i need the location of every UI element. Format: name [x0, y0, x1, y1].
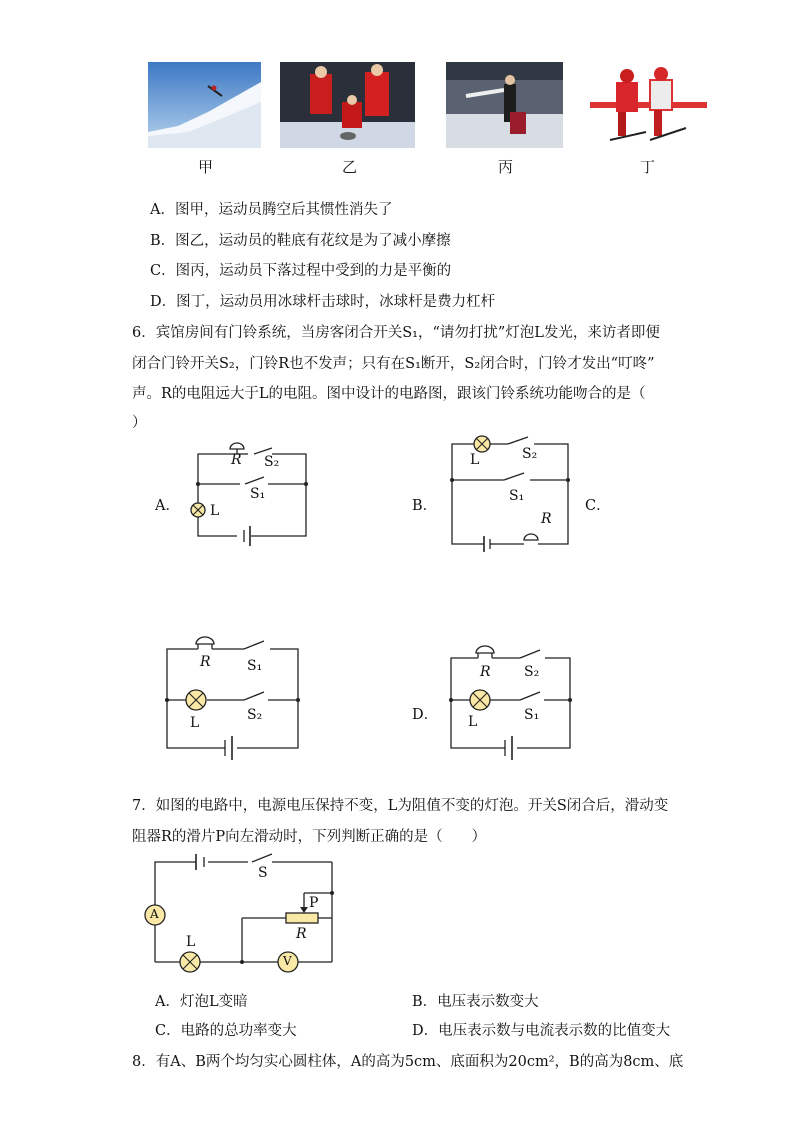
- circuit-d-r-label: R: [480, 664, 491, 680]
- q6-line-2: 闭合门铃开关S₂，门铃R也不发声；只有在S₁断开，S₂闭合时，门铃才发出“叮咚”: [132, 356, 655, 372]
- circuit-d-s1-label: S₁: [524, 707, 540, 723]
- voltmeter-label: V: [283, 954, 292, 968]
- circuit-a-s2-label: S₂: [264, 454, 280, 470]
- q6-option-d-label: D．: [412, 707, 439, 723]
- circuit-b-l-label: L: [470, 452, 480, 468]
- circuit-c-r-label: R: [200, 654, 211, 670]
- caption-yi: 乙: [342, 158, 358, 176]
- lamp-icon: [180, 952, 200, 972]
- circuit-b-s2-label: S₂: [522, 446, 538, 462]
- q7-p-label: P: [309, 895, 319, 911]
- circuit-c-s2-label: S₂: [247, 707, 263, 723]
- ammeter-label: A: [150, 907, 159, 921]
- q7-option-a: A．灯泡L变暗: [155, 994, 248, 1010]
- q7-s-label: S: [258, 865, 268, 881]
- caption-bing: 丙: [498, 158, 514, 176]
- q7-r-label: R: [296, 926, 307, 942]
- q7-l-label: L: [186, 934, 196, 950]
- q5-option-b: B．图乙，运动员的鞋底有花纹是为了减小摩擦: [150, 233, 451, 249]
- circuit-c-s1-label: S₁: [247, 658, 263, 674]
- q5-option-c: C．图丙，运动员下落过程中受到的力是平衡的: [150, 263, 452, 279]
- q6-line-3: 声。R的电阻远大于L的电阻。图中设计的电路图，跟该门铃系统功能吻合的是（: [132, 386, 646, 402]
- q6-option-a-label: A．: [155, 498, 180, 514]
- q5-option-d: D．图丁，运动员用冰球杆击球时，冰球杆是费力杠杆: [150, 294, 496, 310]
- caption-jia: 甲: [198, 158, 214, 176]
- q7-option-d: D．电压表示数与电流表示数的比值变大: [412, 1023, 671, 1039]
- q7-line-2: 阻器R的滑片P向左滑动时，下列判断正确的是（ ）: [132, 829, 487, 845]
- q7-option-c: C．电路的总功率变大: [155, 1023, 297, 1039]
- circuit-a-s1-label: S₁: [250, 486, 266, 502]
- circuit-d-l-label: L: [468, 714, 478, 730]
- circuit-a-l-label: L: [210, 503, 220, 519]
- circuit-b-s1-label: S₁: [509, 488, 525, 504]
- q6-line-1: 6．宾馆房间有门铃系统，当房客闭合开关S₁，“请勿打扰”灯泡L发光，来访者即便: [132, 325, 660, 341]
- q7-option-b: B．电压表示数变大: [412, 994, 539, 1010]
- q6-option-b-label: B．: [412, 498, 438, 514]
- circuit-d-s2-label: S₂: [524, 664, 540, 680]
- q8-line-1: 8．有A、B两个均匀实心圆柱体，A的高为5cm、底面积为20cm²，B的高为8cm、底: [132, 1054, 684, 1070]
- q6-option-c-label: C．: [585, 498, 611, 514]
- circuit-b-r-label: R: [541, 511, 552, 527]
- caption-ding: 丁: [640, 158, 656, 176]
- q5-option-a: A．图甲，运动员腾空后其惯性消失了: [150, 202, 393, 218]
- circuit-c-l-label: L: [190, 715, 200, 731]
- circuit-a-r-label: R: [231, 452, 242, 468]
- q6-line-4: ）: [132, 415, 147, 431]
- q7-line-1: 7．如图的电路中，电源电压保持不变，L为阻值不变的灯泡。开关S闭合后，滑动变: [132, 798, 669, 814]
